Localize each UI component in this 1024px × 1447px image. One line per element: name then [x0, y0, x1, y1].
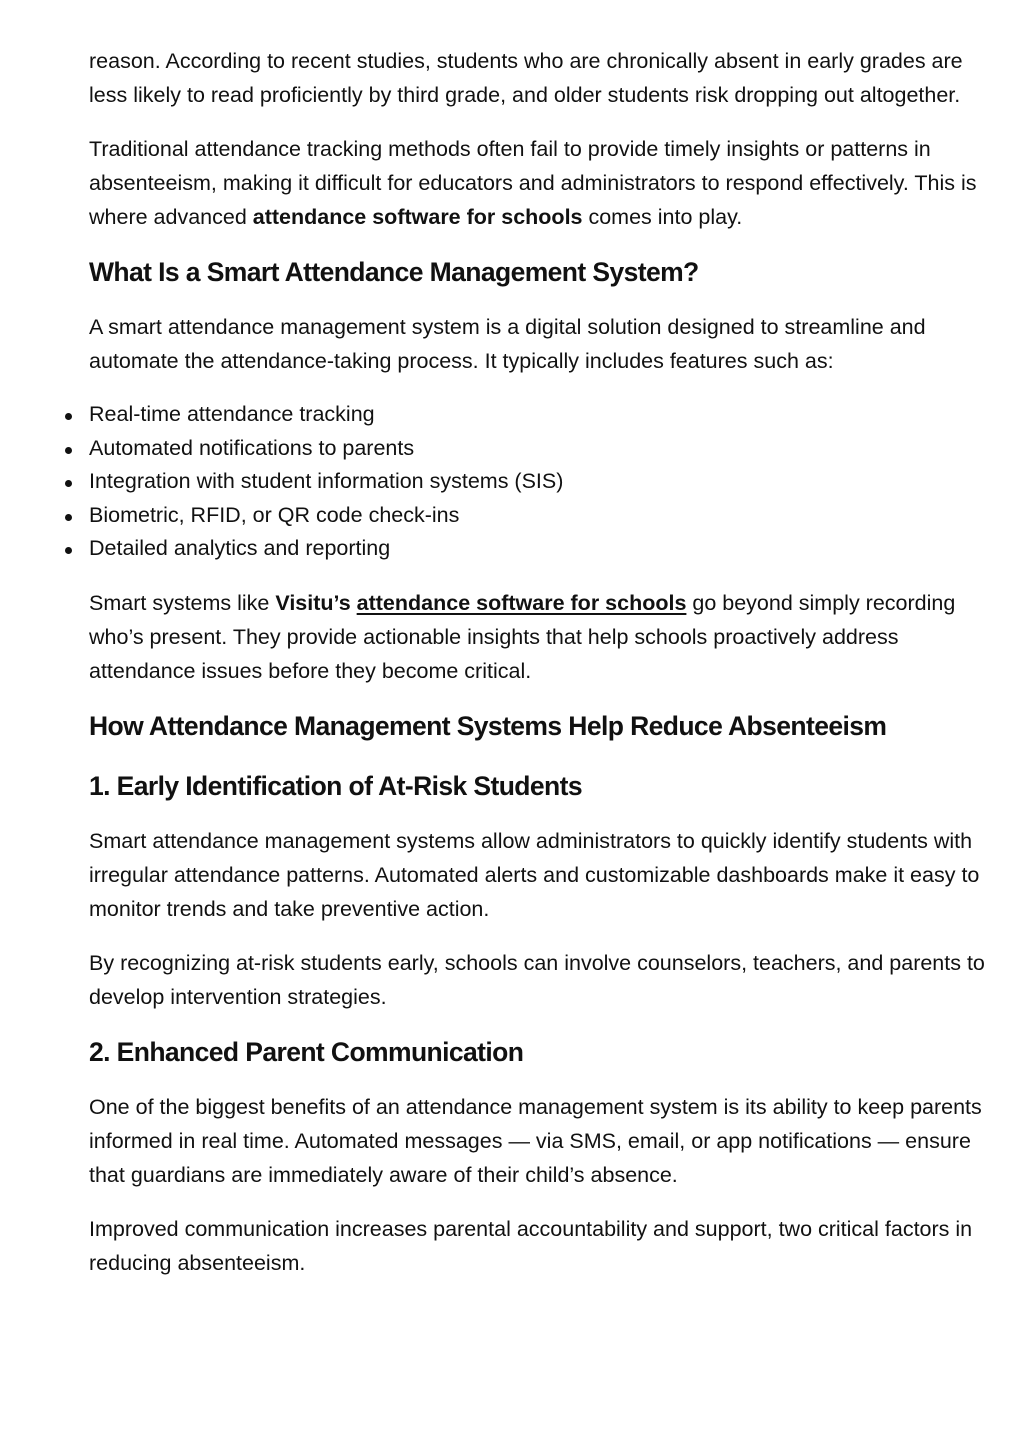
- list-item: [89, 465, 994, 499]
- list-item-text: Detailed analytics and reporting: [89, 536, 391, 561]
- section-heading-smart-attendance: What Is a Smart Attendance Management System?: [89, 257, 699, 287]
- intro-paragraph-1: reason. According to recent studies, students who are chronically absent in early grades are less likely to read proficiently by third grade, and older students risk dropping out altogether.: [89, 49, 963, 107]
- subsection1-paragraph-1: Smart attendance management systems allow administrators to quickly identify students with irregular attendance patterns. Automated alerts and customizable dashboards make it easy to monitor trends and take preventive action.: [89, 828, 980, 921]
- bullet-icon: [65, 413, 72, 420]
- list-item-text: Automated notifications to parents: [89, 435, 415, 460]
- attendance-software-link[interactable]: attendance software for schools: [356, 590, 687, 615]
- list-item: [89, 432, 994, 466]
- subsection2-paragraph-1: One of the biggest benefits of an attendance management system is its ability to keep parents informed in real time. Automated messages — via SMS, email, or app notifications — ensure that guardians are immediately aware of their child’s absence.: [89, 1094, 982, 1187]
- bullet-icon: [65, 514, 72, 521]
- intro-paragraph-2: [89, 132, 994, 234]
- subsection1-paragraph-2: By recognizing at-risk students early, schools can involve counselors, teachers, and parents to develop intervention strategies.: [89, 950, 985, 1009]
- list-item-text: Real-time attendance tracking: [89, 402, 375, 426]
- subsection2-paragraph-2: Improved communication increases parental accountability and support, two critical factors in reducing absenteeism.: [89, 1216, 973, 1275]
- section-heading-reduce-absenteeism: How Attendance Management Systems Help Reduce Absenteeism: [89, 710, 887, 741]
- section1-paragraph-2: [89, 586, 994, 688]
- intro-paragraph-2-bold: attendance software for schools: [252, 205, 583, 229]
- intro-paragraph-2-text-before: Traditional attendance tracking methods often fail to provide timely insights or patterns in absenteeism, making it difficult for educators and administrators to respond effectively. This is where advanced: [89, 137, 977, 229]
- list-item: [89, 499, 994, 533]
- section1-paragraph-2-before: Smart systems like: [89, 590, 276, 615]
- feature-list: [89, 398, 994, 566]
- list-item-text: Biometric, RFID, or QR code check-ins: [89, 502, 460, 527]
- section1-paragraph: A smart attendance management system is a digital solution designed to streamline and automate the attendance-taking process. It typically includes features such as:: [89, 315, 926, 373]
- bullet-icon: [65, 480, 72, 487]
- subsection-heading-early-identification: 1. Early Identification of At-Risk Students: [89, 770, 582, 801]
- list-item: [89, 398, 994, 432]
- list-item: [89, 532, 994, 566]
- list-item-text: Integration with student information systems (SIS): [89, 469, 564, 494]
- subsection-heading-parent-communication: 2. Enhanced Parent Communication: [89, 1036, 524, 1067]
- document-page: [89, 44, 994, 1280]
- section1-paragraph-2-after: go beyond simply recording who’s present. They provide actionable insights that help schools proactively address attendance issues before they become critical.: [89, 590, 956, 683]
- intro-paragraph-2-text-after: comes into play.: [582, 205, 743, 229]
- bullet-icon: [65, 547, 72, 554]
- brand-name: Visitu’s: [275, 590, 351, 615]
- bullet-icon: [65, 447, 72, 454]
